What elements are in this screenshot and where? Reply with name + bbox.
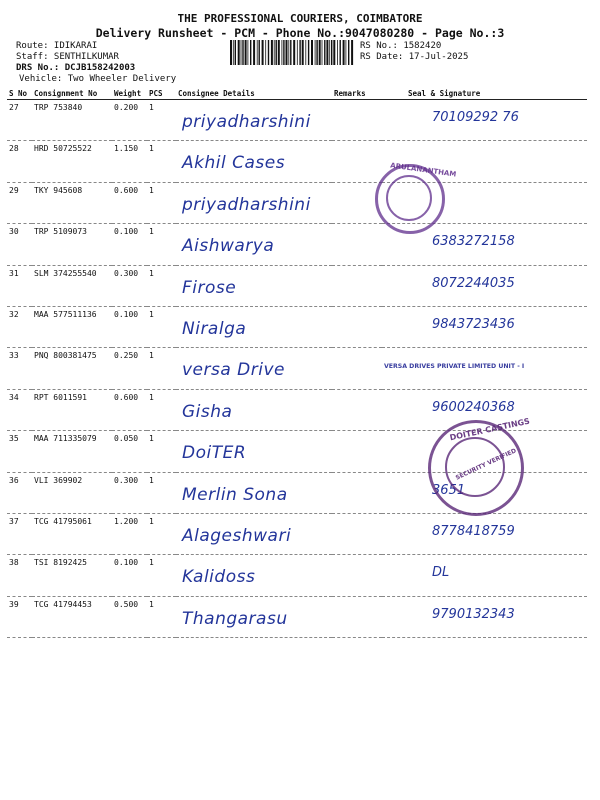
barcode-bar	[268, 40, 269, 65]
row-consignee-cell	[176, 472, 332, 513]
row-consignment-no: TSI 8192425	[32, 555, 112, 596]
signature-handwriting: 3651	[432, 482, 466, 498]
col-pcs: PCS	[147, 88, 176, 100]
row-consignee-cell	[176, 182, 332, 223]
row-signature-cell	[382, 265, 587, 306]
row-weight: 0.200	[112, 100, 147, 141]
row-consignment-no: VLI 369902	[32, 472, 112, 513]
row-signature-cell	[382, 513, 587, 554]
barcode-bar	[253, 40, 255, 65]
barcode-bar	[235, 40, 236, 65]
consignee-handwriting: Akhil Cases	[182, 153, 286, 174]
row-sno: 38	[7, 555, 32, 596]
row-consignee-cell	[176, 141, 332, 182]
row-weight: 1.200	[112, 513, 147, 554]
barcode-bar	[326, 40, 328, 65]
row-pcs: 1	[147, 348, 176, 389]
consignee-handwriting: priyadharshini	[182, 194, 311, 215]
row-weight: 0.100	[112, 224, 147, 265]
row-sno: 33	[7, 348, 32, 389]
row-weight: 0.300	[112, 472, 147, 513]
signature-handwriting: 70109292 76	[432, 110, 519, 125]
row-remarks	[332, 596, 382, 637]
row-signature-cell	[382, 100, 587, 141]
col-consignee: Consignee Details	[176, 88, 332, 100]
table-row	[7, 100, 587, 141]
consignee-handwriting: Niralga	[182, 318, 247, 339]
row-pcs: 1	[147, 389, 176, 430]
row-remarks	[332, 513, 382, 554]
consignee-handwriting: Merlin Sona	[182, 484, 288, 505]
vehicle-label: Vehicle: Two Wheeler Delivery	[19, 74, 177, 84]
table-row	[7, 555, 587, 596]
barcode-bar	[340, 40, 341, 65]
row-signature-cell	[382, 555, 587, 596]
row-consignee-cell	[176, 224, 332, 265]
row-signature-cell	[382, 596, 587, 637]
consignee-handwriting: versa Drive	[182, 360, 286, 381]
col-weight: Weight	[112, 88, 147, 100]
barcode-bar	[315, 40, 316, 65]
barcode-bar	[241, 40, 242, 65]
row-pcs: 1	[147, 182, 176, 223]
row-sno: 39	[7, 596, 32, 637]
versa-drives-stamp: VERSA DRIVES PRIVATE LIMITED UNIT - I	[384, 363, 525, 370]
row-sno: 34	[7, 389, 32, 430]
row-consignment-no: TRP 5109073	[32, 224, 112, 265]
row-weight: 0.100	[112, 306, 147, 347]
row-consignee-cell	[176, 513, 332, 554]
row-consignment-no: TRP 753840	[32, 100, 112, 141]
table-row	[7, 141, 587, 182]
row-sno: 30	[7, 224, 32, 265]
arulanantham-stamp: ARULANANTHAM	[375, 164, 445, 234]
rs-date: RS Date: 17-Jul-2025	[360, 52, 469, 62]
barcode-bar	[299, 40, 300, 65]
consignee-handwriting: Alageshwari	[182, 525, 292, 546]
consignee-handwriting: Thangarasu	[182, 608, 288, 629]
barcode-bar	[288, 40, 289, 65]
staff-label: Staff: SENTHILKUMAR	[16, 52, 119, 62]
barcode-bar	[351, 40, 353, 65]
barcode-bar	[286, 40, 288, 65]
barcode-bar	[230, 40, 232, 65]
barcode-bar	[283, 40, 284, 65]
row-pcs: 1	[147, 555, 176, 596]
row-weight: 0.100	[112, 555, 147, 596]
barcode-bar	[265, 40, 266, 65]
row-weight: 0.500	[112, 596, 147, 637]
row-consignee-cell	[176, 596, 332, 637]
drs-label: DRS No.: DCJB158242003	[16, 63, 136, 73]
barcode-bar	[257, 40, 258, 65]
row-signature-cell	[382, 306, 587, 347]
row-pcs: 1	[147, 306, 176, 347]
barcode-bar	[305, 40, 306, 65]
row-pcs: 1	[147, 265, 176, 306]
signature-handwriting: 8072244035	[432, 275, 515, 291]
row-remarks	[332, 555, 382, 596]
barcode-bar	[302, 40, 304, 65]
row-sno: 36	[7, 472, 32, 513]
row-consignment-no: MAA 577511136	[32, 306, 112, 347]
row-weight: 0.250	[112, 348, 147, 389]
row-consignment-no: TCG 41795061	[32, 513, 112, 554]
row-consignee-cell	[176, 348, 332, 389]
row-consignment-no: SLM 374255540	[32, 265, 112, 306]
col-consignment: Consignment No	[32, 88, 112, 100]
route-label: Route: IDIKARAI	[16, 41, 98, 51]
table-row	[7, 224, 587, 265]
row-remarks	[332, 141, 382, 182]
barcode-image	[230, 40, 354, 65]
barcode-bar	[324, 40, 325, 65]
col-sno: S No	[7, 88, 32, 100]
signature-handwriting: DL	[432, 565, 450, 581]
row-pcs: 1	[147, 100, 176, 141]
row-pcs: 1	[147, 596, 176, 637]
row-sno: 28	[7, 141, 32, 182]
col-signature: Seal & Signature	[382, 88, 587, 100]
signature-handwriting: 9600240368	[432, 399, 515, 415]
barcode-bar	[250, 40, 251, 65]
barcode-bar	[322, 40, 323, 65]
barcode-bar	[333, 40, 335, 65]
rs-number: RS No.: 1582420	[360, 41, 442, 51]
barcode-bar	[248, 40, 249, 65]
row-pcs: 1	[147, 224, 176, 265]
company-title: THE PROFESSIONAL COURIERS, COIMBATORE	[177, 12, 423, 25]
row-consignment-no: TKY 945608	[32, 182, 112, 223]
runsheet-subtitle: Delivery Runsheet - PCM - Phone No.:9047080280 - Page No.:3	[95, 26, 505, 40]
barcode-bar	[297, 40, 298, 65]
barcode-bar	[316, 40, 317, 65]
row-sno: 29	[7, 182, 32, 223]
table-row	[7, 513, 587, 554]
barcode-bar	[274, 40, 275, 65]
barcode-bar	[282, 40, 283, 65]
row-consignee-cell	[176, 555, 332, 596]
table-row	[7, 596, 587, 637]
row-weight: 1.150	[112, 141, 147, 182]
barcode-bar	[259, 40, 260, 65]
row-consignee-cell	[176, 100, 332, 141]
row-weight: 0.600	[112, 182, 147, 223]
barcode-bar	[238, 40, 240, 65]
barcode-bar	[293, 40, 295, 65]
barcode-bar	[348, 40, 349, 65]
barcode-bar	[311, 40, 313, 65]
row-consignment-no: HRD 50725522	[32, 141, 112, 182]
barcode-bar	[271, 40, 273, 65]
barcode-bar	[233, 40, 234, 65]
barcode-bar	[329, 40, 330, 65]
barcode-bar	[245, 40, 247, 65]
signature-handwriting: 9790132343	[432, 606, 515, 622]
row-consignee-cell	[176, 306, 332, 347]
row-remarks	[332, 472, 382, 513]
row-pcs: 1	[147, 472, 176, 513]
row-remarks	[332, 100, 382, 141]
row-sno: 37	[7, 513, 32, 554]
table-header-row	[7, 88, 587, 100]
barcode-bar	[242, 40, 243, 65]
consignee-handwriting: DoiTER	[182, 443, 247, 464]
consignee-handwriting: Firose	[182, 277, 237, 298]
doiter-castings-stamp: DOITER CASTINGS SECURITY VERIFIED	[428, 420, 524, 516]
consignee-handwriting: Kalidoss	[182, 567, 256, 588]
row-weight: 0.600	[112, 389, 147, 430]
row-pcs: 1	[147, 141, 176, 182]
signature-handwriting: 6383272158	[432, 234, 515, 250]
row-consignment-no: PNQ 800381475	[32, 348, 112, 389]
row-remarks	[332, 224, 382, 265]
signature-handwriting: 8778418759	[432, 523, 515, 539]
barcode-bar	[337, 40, 338, 65]
barcode-bar	[343, 40, 345, 65]
row-remarks	[332, 348, 382, 389]
signature-handwriting: 9843723436	[432, 316, 515, 332]
col-remarks: Remarks	[332, 88, 382, 100]
row-consignee-cell	[176, 389, 332, 430]
barcode-bar	[331, 40, 332, 65]
row-pcs: 1	[147, 513, 176, 554]
barcode-bar	[308, 40, 309, 65]
row-remarks	[332, 265, 382, 306]
table-row	[7, 306, 587, 347]
row-consignee-cell	[176, 265, 332, 306]
row-consignment-no: RPT 6011591	[32, 389, 112, 430]
table-row	[7, 182, 587, 223]
barcode-bar	[278, 40, 280, 65]
consignee-handwriting: Aishwarya	[182, 236, 275, 257]
table-row	[7, 265, 587, 306]
row-sno: 31	[7, 265, 32, 306]
row-consignee-cell	[176, 431, 332, 472]
consignee-handwriting: Gisha	[182, 401, 233, 422]
row-pcs: 1	[147, 431, 176, 472]
row-sno: 27	[7, 100, 32, 141]
consignee-handwriting: priyadharshini	[182, 112, 311, 132]
row-weight: 0.050	[112, 431, 147, 472]
row-remarks	[332, 389, 382, 430]
row-weight: 0.300	[112, 265, 147, 306]
row-consignment-no: TCG 41794453	[32, 596, 112, 637]
barcode-bar	[262, 40, 264, 65]
barcode-bar	[290, 40, 291, 65]
row-consignment-no: MAA 711335079	[32, 431, 112, 472]
row-sno: 35	[7, 431, 32, 472]
barcode-bar	[346, 40, 347, 65]
row-remarks	[332, 431, 382, 472]
row-sno: 32	[7, 306, 32, 347]
row-remarks	[332, 306, 382, 347]
barcode-bar	[276, 40, 277, 65]
barcode-bar	[319, 40, 321, 65]
